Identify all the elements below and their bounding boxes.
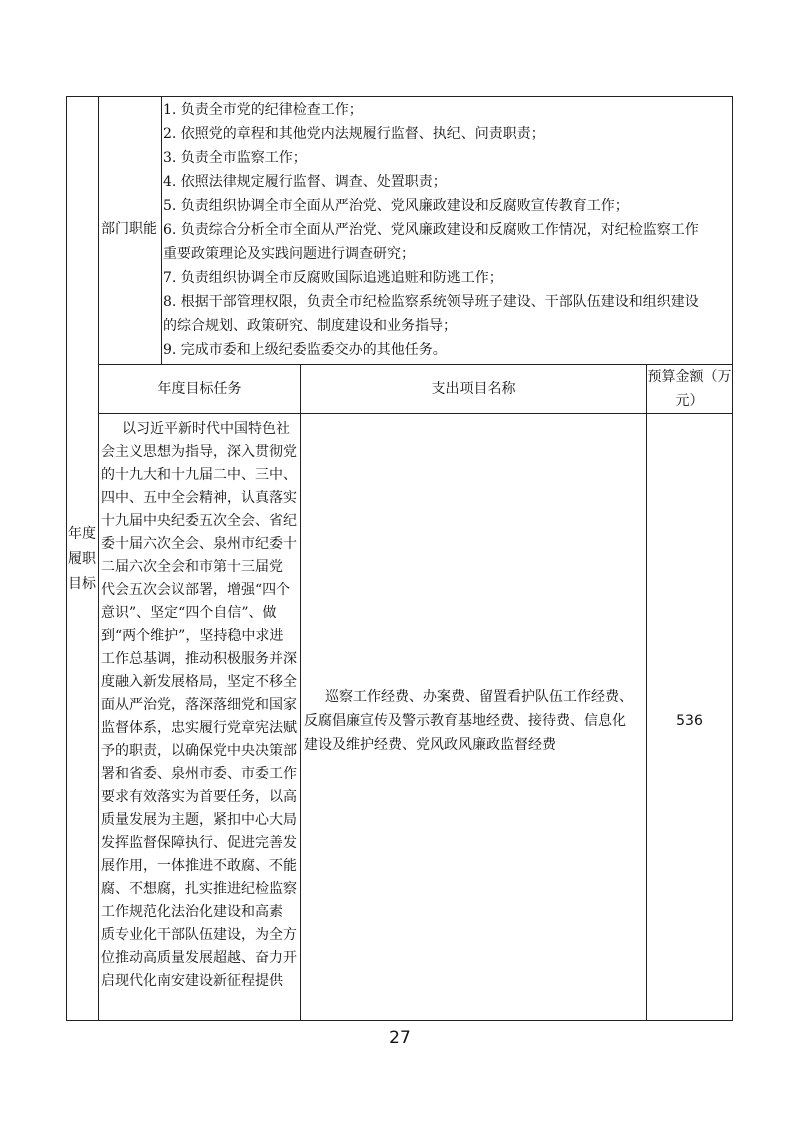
table-border-bottom	[66, 1020, 733, 1021]
dept-function-item: 的综合规划、政策研究、制度建设和业务指导；	[163, 318, 457, 334]
annual-target-line: 位推动高质量发展超越、奋力开	[101, 950, 297, 966]
header-annual-target: 年度目标任务	[157, 381, 242, 397]
annual-target-line: 质专业化干部队伍建设，为全方	[101, 927, 297, 943]
row-divider-2	[98, 413, 733, 414]
annual-target-line: 的十九大和十九届二中、三中、	[101, 467, 297, 483]
annual-target-line: 予的职责，以确保党中央决策部	[101, 743, 297, 759]
table-border-right	[732, 96, 733, 1021]
annual-target-line: 意识”、坚定“四个自信”、做	[101, 605, 277, 621]
budget-amount-value: 536	[676, 713, 703, 729]
dept-function-item: 9. 完成市委和上级纪委监委交办的其他任务。	[163, 342, 447, 358]
table-border-left	[66, 96, 67, 1021]
annual-target-line: 质量发展为主题，紧扣中心大局	[101, 812, 297, 828]
table-border-top	[66, 96, 733, 97]
annual-target-line: 到“两个维护”，坚持稳中求进	[101, 628, 284, 644]
annual-target-line: 面从严治党，落深落细党和国家	[101, 697, 297, 713]
side-label-line: 目标	[68, 576, 96, 592]
dept-function-item: 8. 根据干部管理权限，负责全市纪检监察系统领导班子建设、干部队伍建设和组织建设	[163, 294, 699, 310]
annual-target-line: 启现代化南安建设新征程提供	[101, 973, 283, 989]
annual-target-line: 代会五次会议部署，增强“四个	[101, 582, 291, 598]
header-budget-amount: 预算金额（万	[647, 369, 732, 385]
side-label-line: 履职	[68, 551, 96, 567]
dept-function-item: 4. 依照法律规定履行监督、调查、处置职责；	[163, 174, 447, 190]
dept-function-item: 5. 负责组织协调全市全面从严治党、党风廉政建设和反腐败宣传教育工作；	[163, 198, 629, 214]
column-divider-budget	[646, 364, 647, 1021]
column-divider-expense	[300, 364, 301, 1021]
header-expense-item: 支出项目名称	[431, 381, 516, 397]
annual-target-line: 十九届中央纪委五次全会、省纪	[101, 513, 297, 529]
dept-function-item: 2. 依照党的章程和其他党内法规履行监督、执纪、问责职责；	[163, 126, 545, 142]
dept-function-item: 重要政策理论及实践问题进行调查研究；	[163, 246, 415, 262]
expense-item-line: 巡察工作经费、办案费、留置看护队伍工作经费、	[325, 689, 633, 705]
annual-target-line: 展作用，一体推进不敢腐、不能	[101, 858, 297, 874]
annual-target-line: 二届六次全会和市第十三届党	[101, 559, 283, 575]
annual-target-line: 委十届六次全会、泉州市纪委十	[101, 536, 297, 552]
header-budget-unit: 元）	[675, 393, 704, 409]
side-label-line: 年度	[68, 526, 96, 542]
expense-item-line: 反腐倡廉宣传及警示教育基地经费、接待费、信息化	[304, 713, 626, 729]
annual-target-line: 度融入新发展格局，坚定不移全	[101, 674, 297, 690]
annual-target-line: 署和省委、泉州市委、市委工作	[101, 766, 297, 782]
side-label-divider	[98, 96, 99, 1021]
annual-target-line: 要求有效落实为首要任务，以高	[101, 789, 297, 805]
dept-function-item: 7. 负责组织协调全市反腐败国际追逃追赃和防逃工作；	[163, 270, 503, 286]
annual-target-line: 会主义思想为指导，深入贯彻党	[101, 444, 297, 460]
annual-target-line: 四中、五中全会精神，认真落实	[101, 490, 297, 506]
annual-target-line: 发挥监督保障执行、促进完善发	[101, 835, 297, 851]
dept-label-divider	[161, 96, 162, 364]
dept-function-item: 3. 负责全市监察工作；	[163, 150, 307, 166]
annual-target-line: 工作规范化法治化建设和高素	[101, 904, 283, 920]
dept-function-item: 1. 负责全市党的纪律检查工作；	[163, 102, 363, 118]
annual-target-line: 工作总基调，推动积极服务并深	[101, 651, 297, 667]
annual-target-line: 监督体系，忠实履行党章宪法赋	[101, 720, 297, 736]
annual-target-line: 腐、不想腐，扎实推进纪检监察	[101, 881, 297, 897]
page-number: 27	[389, 1028, 411, 1048]
dept-function-item: 6. 负责综合分析全市全面从严治党、党风廉政建设和反腐败工作情况，对纪检监察工作	[163, 222, 699, 238]
dept-function-label: 部门职能	[101, 221, 157, 237]
expense-item-line: 建设及维护经费、党风政风廉政监督经费	[304, 737, 556, 753]
annual-target-line: 以习近平新时代中国特色社	[122, 421, 290, 437]
row-divider-1	[98, 364, 733, 365]
